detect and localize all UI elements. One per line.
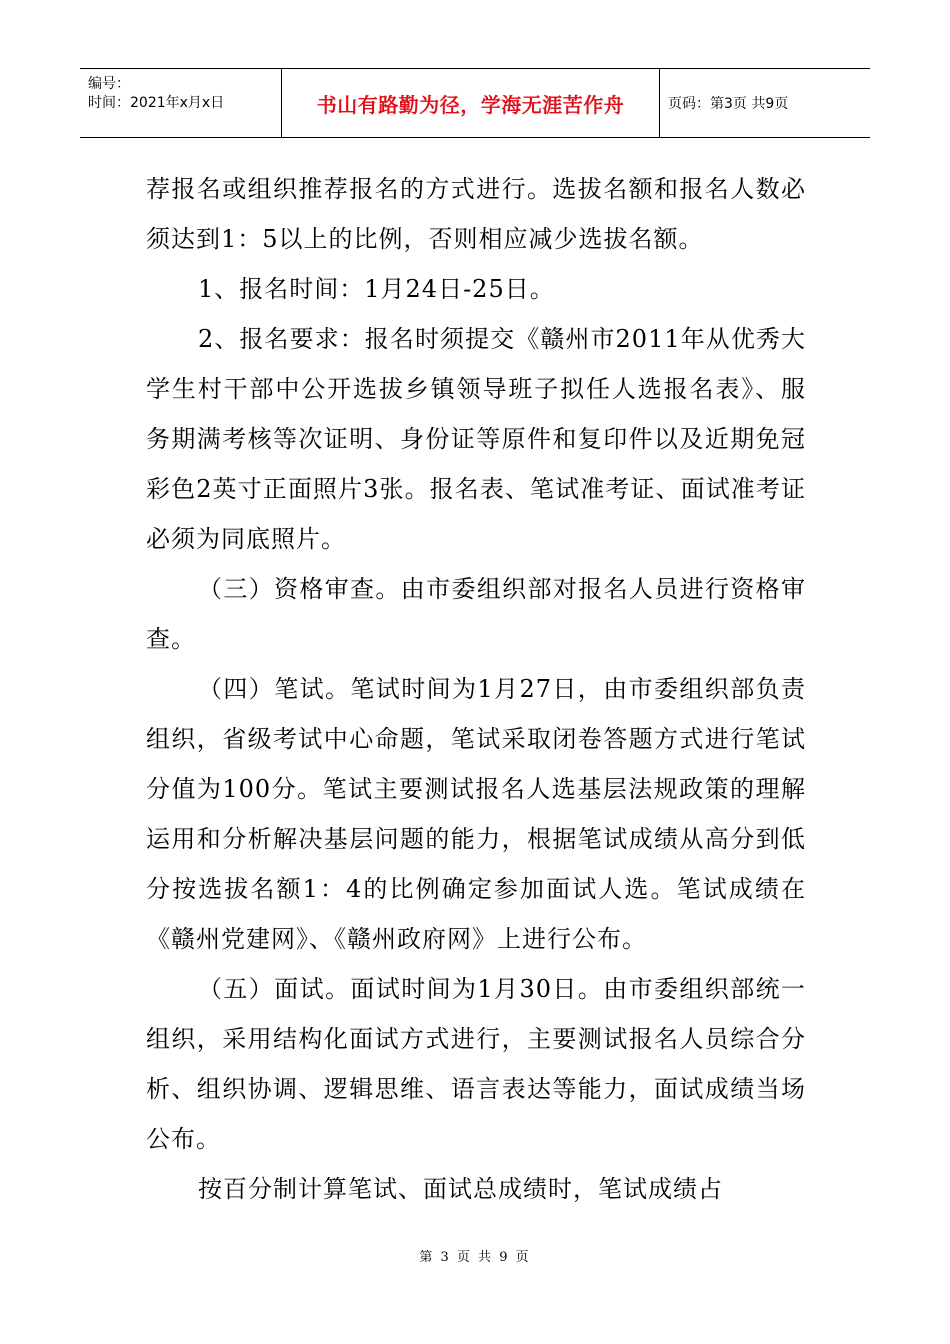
- document-body: [146, 164, 806, 1214]
- header-meta: [80, 69, 282, 137]
- header-page-info: 页码：第3页 共9页: [668, 96, 789, 112]
- number-label: 编号：: [88, 76, 130, 92]
- page-footer: 第 3 页 共 9 页: [419, 1250, 531, 1265]
- paragraph-registration-requirements: 2、报名要求：报名时须提交《赣州市2011年从优秀大学生村干部中公开选拔乡镇领导班子拟任人选报名表》、服务期满考核等次证明、身份证等原件和复印件以及近期免冠彩色2英寸正面照片3张。报名表、笔试准考证、面试准考证必须为同底照片。: [146, 325, 806, 553]
- time-label: 时间：2021年x月x日: [88, 95, 225, 111]
- page-header: [80, 68, 870, 138]
- paragraph-written-exam: （四）笔试。笔试时间为1月27日，由市委组织部负责组织，省级考试中心命题，笔试采取闭卷答题方式进行笔试分值为100分。笔试主要测试报名人选基层法规政策的理解运用和分析解决基层问题的能力，根据笔试成绩从高分到低分按选拔名额1：4的比例确定参加面试人选。笔试成绩在《赣州党建网》、《赣州政府网》上进行公布。: [146, 675, 806, 953]
- paragraph-continuation: 荐报名或组织推荐报名的方式进行。选拔名额和报名人数必须达到1：5以上的比例，否则相应减少选拔名额。: [146, 175, 806, 253]
- header-motto: 书山有路勤为径，学海无涯苦作舟: [282, 69, 660, 137]
- paragraph-registration-time: 1、报名时间：1月24日-25日。: [198, 275, 555, 303]
- paragraph-score-calculation: 按百分制计算笔试、面试总成绩时，笔试成绩占: [198, 1175, 723, 1203]
- paragraph-qualification-review: （三）资格审查。由市委组织部对报名人员进行资格审查。: [146, 575, 806, 653]
- paragraph-interview: （五）面试。面试时间为1月30日。由市委组织部统一组织，采用结构化面试方式进行，主要测试报名人员综合分析、组织协调、逻辑思维、语言表达等能力，面试成绩当场公布。: [146, 975, 806, 1153]
